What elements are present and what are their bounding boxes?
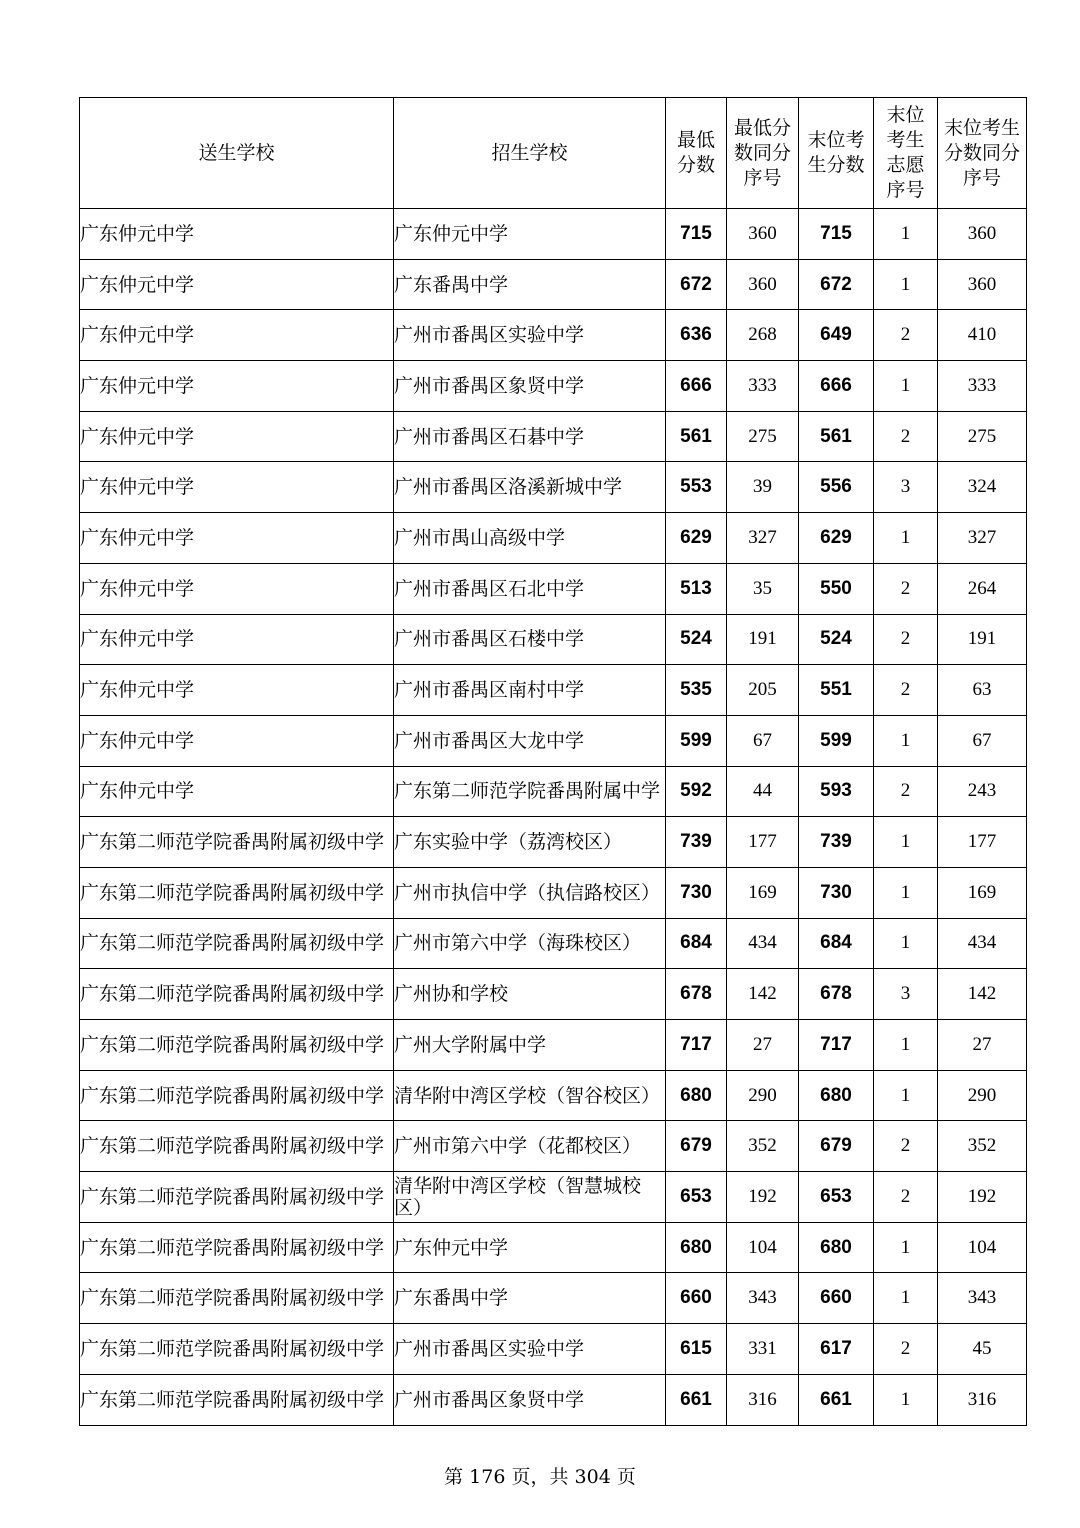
recruit-school-cell: 广州协和学校 xyxy=(394,969,666,1020)
last-wish-cell: 1 xyxy=(874,209,938,260)
min-score-rank-cell: 290 xyxy=(727,1070,799,1121)
last-wish-cell: 3 xyxy=(874,969,938,1020)
min-score-cell: 615 xyxy=(666,1324,727,1375)
min-score-rank-cell: 205 xyxy=(727,665,799,716)
send-school-cell: 广东第二师范学院番禺附属初级中学 xyxy=(80,817,394,868)
last-wish-cell: 3 xyxy=(874,462,938,513)
last-wish-cell: 1 xyxy=(874,1273,938,1324)
header-min-score-rank: 最低分数同分序号 xyxy=(727,98,799,209)
last-rank-cell: 360 xyxy=(938,259,1027,310)
min-score-rank-cell: 331 xyxy=(727,1324,799,1375)
send-school-cell: 广东第二师范学院番禺附属初级中学 xyxy=(80,1324,394,1375)
min-score-rank-cell: 268 xyxy=(727,310,799,361)
recruit-school-cell: 广东第二师范学院番禺附属中学 xyxy=(394,766,666,817)
last-score-cell: 678 xyxy=(799,969,874,1020)
send-school-cell: 广东仲元中学 xyxy=(80,462,394,513)
min-score-cell: 535 xyxy=(666,665,727,716)
send-school-cell: 广东仲元中学 xyxy=(80,259,394,310)
page-number-footer: 第 176 页，共 304 页 xyxy=(444,1466,636,1488)
min-score-cell: 553 xyxy=(666,462,727,513)
last-wish-cell: 2 xyxy=(874,614,938,665)
min-score-cell: 678 xyxy=(666,969,727,1020)
last-score-cell: 715 xyxy=(799,209,874,260)
send-school-cell: 广东仲元中学 xyxy=(80,310,394,361)
last-wish-cell: 1 xyxy=(874,918,938,969)
send-school-cell: 广东仲元中学 xyxy=(80,209,394,260)
last-score-cell: 730 xyxy=(799,867,874,918)
recruit-school-cell: 广州市执信中学（执信路校区） xyxy=(394,867,666,918)
last-wish-cell: 2 xyxy=(874,665,938,716)
recruit-school-cell: 广东实验中学（荔湾校区） xyxy=(394,817,666,868)
last-wish-cell: 1 xyxy=(874,715,938,766)
last-rank-cell: 290 xyxy=(938,1070,1027,1121)
min-score-rank-cell: 169 xyxy=(727,867,799,918)
table-row xyxy=(80,1324,1027,1375)
recruit-school-cell: 广州市第六中学（海珠校区） xyxy=(394,918,666,969)
min-score-cell: 561 xyxy=(666,411,727,462)
send-school-cell: 广东第二师范学院番禺附属初级中学 xyxy=(80,1172,394,1223)
recruit-school-cell: 广州市番禺区石碁中学 xyxy=(394,411,666,462)
last-rank-cell: 104 xyxy=(938,1222,1027,1273)
last-rank-cell: 63 xyxy=(938,665,1027,716)
table-row xyxy=(80,462,1027,513)
table-row xyxy=(80,259,1027,310)
recruit-school-cell: 广东番禺中学 xyxy=(394,259,666,310)
table-row xyxy=(80,1374,1027,1425)
min-score-cell: 666 xyxy=(666,361,727,412)
table-row xyxy=(80,1172,1027,1223)
min-score-cell: 629 xyxy=(666,513,727,564)
send-school-cell: 广东仲元中学 xyxy=(80,665,394,716)
last-wish-cell: 1 xyxy=(874,1222,938,1273)
header-last-score: 末位考生分数 xyxy=(799,98,874,209)
table-header-row xyxy=(80,98,1027,209)
min-score-cell: 636 xyxy=(666,310,727,361)
last-rank-cell: 352 xyxy=(938,1121,1027,1172)
header-last-rank: 末位考生分数同分序号 xyxy=(938,98,1027,209)
send-school-cell: 广东仲元中学 xyxy=(80,614,394,665)
last-wish-cell: 2 xyxy=(874,563,938,614)
recruit-school-cell: 广东仲元中学 xyxy=(394,209,666,260)
recruit-school-cell: 广州市番禺区石北中学 xyxy=(394,563,666,614)
table-row xyxy=(80,1273,1027,1324)
table-row xyxy=(80,867,1027,918)
min-score-cell: 660 xyxy=(666,1273,727,1324)
min-score-rank-cell: 191 xyxy=(727,614,799,665)
min-score-rank-cell: 352 xyxy=(727,1121,799,1172)
last-rank-cell: 67 xyxy=(938,715,1027,766)
last-score-cell: 661 xyxy=(799,1374,874,1425)
last-wish-cell: 1 xyxy=(874,259,938,310)
last-score-cell: 629 xyxy=(799,513,874,564)
header-last-wish: 末位考生志愿序号 xyxy=(874,98,938,209)
last-score-cell: 672 xyxy=(799,259,874,310)
last-score-cell: 599 xyxy=(799,715,874,766)
header-send-school: 送生学校 xyxy=(80,98,394,209)
min-score-rank-cell: 316 xyxy=(727,1374,799,1425)
last-wish-cell: 1 xyxy=(874,361,938,412)
min-score-rank-cell: 434 xyxy=(727,918,799,969)
recruit-school-cell: 广东番禺中学 xyxy=(394,1273,666,1324)
min-score-cell: 653 xyxy=(666,1172,727,1223)
recruit-school-cell: 清华附中湾区学校（智谷校区） xyxy=(394,1070,666,1121)
min-score-cell: 680 xyxy=(666,1070,727,1121)
last-wish-cell: 2 xyxy=(874,310,938,361)
last-rank-cell: 410 xyxy=(938,310,1027,361)
last-rank-cell: 343 xyxy=(938,1273,1027,1324)
send-school-cell: 广东仲元中学 xyxy=(80,411,394,462)
last-rank-cell: 324 xyxy=(938,462,1027,513)
last-score-cell: 617 xyxy=(799,1324,874,1375)
last-rank-cell: 264 xyxy=(938,563,1027,614)
last-rank-cell: 169 xyxy=(938,867,1027,918)
last-rank-cell: 327 xyxy=(938,513,1027,564)
table-row xyxy=(80,1070,1027,1121)
min-score-cell: 715 xyxy=(666,209,727,260)
table-row xyxy=(80,411,1027,462)
last-rank-cell: 191 xyxy=(938,614,1027,665)
min-score-rank-cell: 142 xyxy=(727,969,799,1020)
last-wish-cell: 2 xyxy=(874,1172,938,1223)
min-score-rank-cell: 360 xyxy=(727,209,799,260)
last-score-cell: 551 xyxy=(799,665,874,716)
table-row xyxy=(80,766,1027,817)
last-score-cell: 660 xyxy=(799,1273,874,1324)
send-school-cell: 广东仲元中学 xyxy=(80,715,394,766)
recruit-school-cell: 清华附中湾区学校（智慧城校区） xyxy=(394,1172,666,1223)
min-score-rank-cell: 67 xyxy=(727,715,799,766)
table-row xyxy=(80,817,1027,868)
last-score-cell: 684 xyxy=(799,918,874,969)
last-score-cell: 679 xyxy=(799,1121,874,1172)
min-score-cell: 684 xyxy=(666,918,727,969)
last-rank-cell: 27 xyxy=(938,1020,1027,1071)
admission-score-table xyxy=(79,97,1027,1426)
send-school-cell: 广东第二师范学院番禺附属初级中学 xyxy=(80,867,394,918)
recruit-school-cell: 广州市番禺区实验中学 xyxy=(394,310,666,361)
table-row xyxy=(80,1020,1027,1071)
recruit-school-cell: 广州市番禺区象贤中学 xyxy=(394,1374,666,1425)
send-school-cell: 广东仲元中学 xyxy=(80,513,394,564)
last-rank-cell: 333 xyxy=(938,361,1027,412)
min-score-cell: 679 xyxy=(666,1121,727,1172)
send-school-cell: 广东第二师范学院番禺附属初级中学 xyxy=(80,1273,394,1324)
last-score-cell: 680 xyxy=(799,1070,874,1121)
last-rank-cell: 142 xyxy=(938,969,1027,1020)
send-school-cell: 广东仲元中学 xyxy=(80,766,394,817)
last-wish-cell: 2 xyxy=(874,411,938,462)
last-rank-cell: 45 xyxy=(938,1324,1027,1375)
min-score-rank-cell: 192 xyxy=(727,1172,799,1223)
min-score-cell: 513 xyxy=(666,563,727,614)
min-score-cell: 717 xyxy=(666,1020,727,1071)
send-school-cell: 广东第二师范学院番禺附属初级中学 xyxy=(80,1374,394,1425)
recruit-school-cell: 广州市番禺区洛溪新城中学 xyxy=(394,462,666,513)
min-score-cell: 599 xyxy=(666,715,727,766)
send-school-cell: 广东第二师范学院番禺附属初级中学 xyxy=(80,1121,394,1172)
min-score-rank-cell: 44 xyxy=(727,766,799,817)
min-score-rank-cell: 177 xyxy=(727,817,799,868)
last-wish-cell: 2 xyxy=(874,1324,938,1375)
last-wish-cell: 2 xyxy=(874,766,938,817)
min-score-cell: 730 xyxy=(666,867,727,918)
min-score-rank-cell: 360 xyxy=(727,259,799,310)
recruit-school-cell: 广州市番禺区石楼中学 xyxy=(394,614,666,665)
last-rank-cell: 192 xyxy=(938,1172,1027,1223)
last-score-cell: 550 xyxy=(799,563,874,614)
send-school-cell: 广东第二师范学院番禺附属初级中学 xyxy=(80,969,394,1020)
last-wish-cell: 1 xyxy=(874,1020,938,1071)
recruit-school-cell: 广州市番禺区南村中学 xyxy=(394,665,666,716)
send-school-cell: 广东仲元中学 xyxy=(80,361,394,412)
send-school-cell: 广东仲元中学 xyxy=(80,563,394,614)
last-wish-cell: 1 xyxy=(874,817,938,868)
min-score-cell: 592 xyxy=(666,766,727,817)
min-score-cell: 524 xyxy=(666,614,727,665)
table-row xyxy=(80,1222,1027,1273)
min-score-rank-cell: 275 xyxy=(727,411,799,462)
table-row xyxy=(80,563,1027,614)
recruit-school-cell: 广州市番禺区象贤中学 xyxy=(394,361,666,412)
table-row xyxy=(80,969,1027,1020)
table-row xyxy=(80,614,1027,665)
last-score-cell: 593 xyxy=(799,766,874,817)
min-score-rank-cell: 327 xyxy=(727,513,799,564)
header-recruit-school: 招生学校 xyxy=(394,98,666,209)
last-rank-cell: 243 xyxy=(938,766,1027,817)
last-rank-cell: 275 xyxy=(938,411,1027,462)
min-score-rank-cell: 39 xyxy=(727,462,799,513)
last-rank-cell: 177 xyxy=(938,817,1027,868)
min-score-rank-cell: 343 xyxy=(727,1273,799,1324)
send-school-cell: 广东第二师范学院番禺附属初级中学 xyxy=(80,918,394,969)
table-row xyxy=(80,918,1027,969)
table-row xyxy=(80,209,1027,260)
table-row xyxy=(80,665,1027,716)
last-score-cell: 556 xyxy=(799,462,874,513)
last-wish-cell: 1 xyxy=(874,513,938,564)
table-row xyxy=(80,310,1027,361)
table-row xyxy=(80,1121,1027,1172)
min-score-cell: 680 xyxy=(666,1222,727,1273)
table-row xyxy=(80,715,1027,766)
last-rank-cell: 434 xyxy=(938,918,1027,969)
last-wish-cell: 1 xyxy=(874,1070,938,1121)
min-score-cell: 739 xyxy=(666,817,727,868)
last-score-cell: 680 xyxy=(799,1222,874,1273)
min-score-cell: 661 xyxy=(666,1374,727,1425)
send-school-cell: 广东第二师范学院番禺附属初级中学 xyxy=(80,1222,394,1273)
min-score-rank-cell: 104 xyxy=(727,1222,799,1273)
recruit-school-cell: 广州大学附属中学 xyxy=(394,1020,666,1071)
recruit-school-cell: 广州市第六中学（花都校区） xyxy=(394,1121,666,1172)
last-score-cell: 717 xyxy=(799,1020,874,1071)
last-score-cell: 739 xyxy=(799,817,874,868)
last-score-cell: 666 xyxy=(799,361,874,412)
last-wish-cell: 1 xyxy=(874,867,938,918)
recruit-school-cell: 广州市禺山高级中学 xyxy=(394,513,666,564)
last-score-cell: 649 xyxy=(799,310,874,361)
send-school-cell: 广东第二师范学院番禺附属初级中学 xyxy=(80,1070,394,1121)
send-school-cell: 广东第二师范学院番禺附属初级中学 xyxy=(80,1020,394,1071)
min-score-rank-cell: 35 xyxy=(727,563,799,614)
last-wish-cell: 2 xyxy=(874,1121,938,1172)
recruit-school-cell: 广东仲元中学 xyxy=(394,1222,666,1273)
min-score-cell: 672 xyxy=(666,259,727,310)
min-score-rank-cell: 333 xyxy=(727,361,799,412)
table-row xyxy=(80,513,1027,564)
last-rank-cell: 316 xyxy=(938,1374,1027,1425)
last-wish-cell: 1 xyxy=(874,1374,938,1425)
recruit-school-cell: 广州市番禺区大龙中学 xyxy=(394,715,666,766)
recruit-school-cell: 广州市番禺区实验中学 xyxy=(394,1324,666,1375)
header-min-score: 最低分数 xyxy=(666,98,727,209)
last-score-cell: 561 xyxy=(799,411,874,462)
last-score-cell: 524 xyxy=(799,614,874,665)
table-row xyxy=(80,361,1027,412)
min-score-rank-cell: 27 xyxy=(727,1020,799,1071)
last-rank-cell: 360 xyxy=(938,209,1027,260)
last-score-cell: 653 xyxy=(799,1172,874,1223)
